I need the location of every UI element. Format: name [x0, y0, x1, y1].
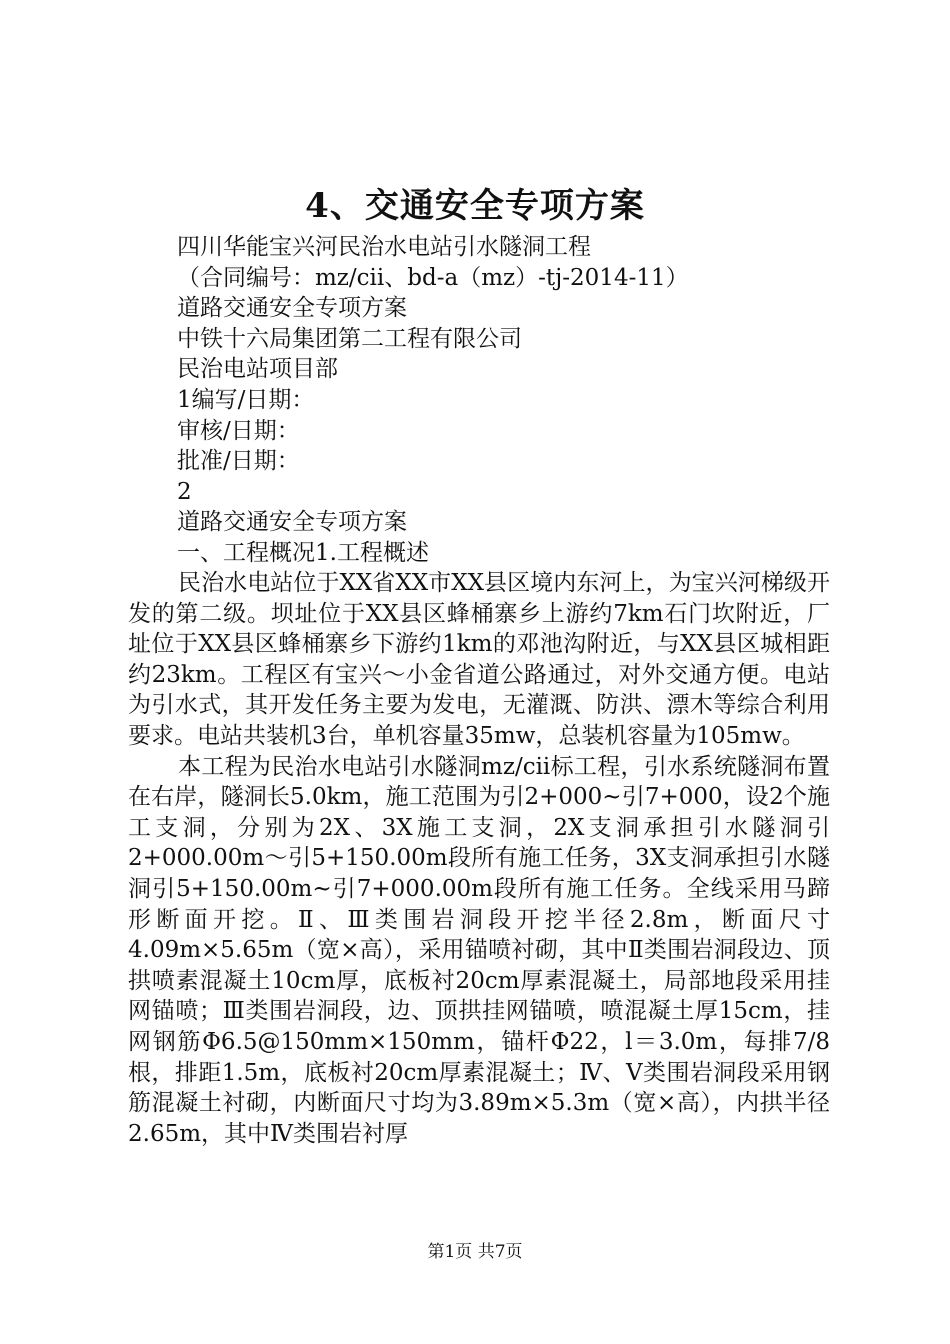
- contract-number-line: （合同编号：mz/cii、bd-a（mz）-tj-2014-11）: [177, 264, 689, 291]
- document-title: 4、交通安全专项方案: [305, 186, 645, 226]
- approve-date-line: 批准/日期：: [177, 448, 300, 475]
- department-line: 民治电站项目部: [177, 356, 338, 383]
- body-paragraph: 民治水电站位于XX省XX市XX县区境内东河上，为宝兴河梯级开发的第二级。坝址位于XX县区蜂桶寨乡上游约7km石门坎附近，厂址位于XX县区蜂桶寨乡下游约1km的邓池沟附近，与XX县区城相距约23km。工程区有宝兴～小金省道公路通过，对外交通方便。电站为引水式，其开发任务主要为发电，无灌溉、防洪、漂木等综合利用要求。电站共装机3台，单机容量35mw，总装机容量为105mw。: [128, 570, 830, 749]
- body-paragraph: 本工程为民治水电站引水隧洞mz/cii标工程，引水系统隧洞布置在右岸，隧洞长5.0km，施工范围为引2+000~引7+000，设2个施工支洞，分别为2X、3X施工支洞，2X支洞承担引水隧洞引2+000.00m～引5+150.00m段所有施工任务，3X支洞承担引水隧洞引5+150.00m~引7+000.00m段所有施工任务。全线采用马蹄形断面开挖。Ⅱ、Ⅲ类围岩洞段开挖半径2.8m，断面尺寸4.09m×5.65m（宽×高），采用锚喷衬砌，其中Ⅱ类围岩洞段边、顶拱喷素混凝土10cm厚，底板衬20cm厚素混凝土，局部地段采用挂网锚喷；Ⅲ类围岩洞段，边、顶拱挂网锚喷，喷混凝土厚15cm，挂网钢筋Φ6.5@150mm×150mm，锚杆Φ22，l＝3.0m，每排7/8根，排距1.5m，底板衬20cm厚素混凝土；Ⅳ、Ⅴ类围岩洞段采用钢筋混凝土衬砌，内断面尺寸均为3.89m×5.3m（宽×高），内拱半径2.65m，其中Ⅳ类围岩衬厚: [128, 753, 830, 1147]
- plan-title-line: 道路交通安全专项方案: [177, 295, 407, 322]
- page-marker-line: 2: [177, 478, 192, 505]
- page-footer: 第1页 共7页: [427, 1242, 523, 1262]
- author-date-line: 1编写/日期：: [177, 386, 315, 413]
- project-name-line: 四川华能宝兴河民治水电站引水隧洞工程: [177, 234, 591, 260]
- review-date-line: 审核/日期：: [177, 417, 300, 444]
- company-line: 中铁十六局集团第二工程有限公司: [177, 325, 522, 352]
- document-body: [128, 568, 830, 1149]
- document-header-block: [177, 232, 877, 569]
- section-title-line: 道路交通安全专项方案: [177, 509, 407, 536]
- section-heading-line: 一、工程概况1.工程概述: [177, 539, 429, 566]
